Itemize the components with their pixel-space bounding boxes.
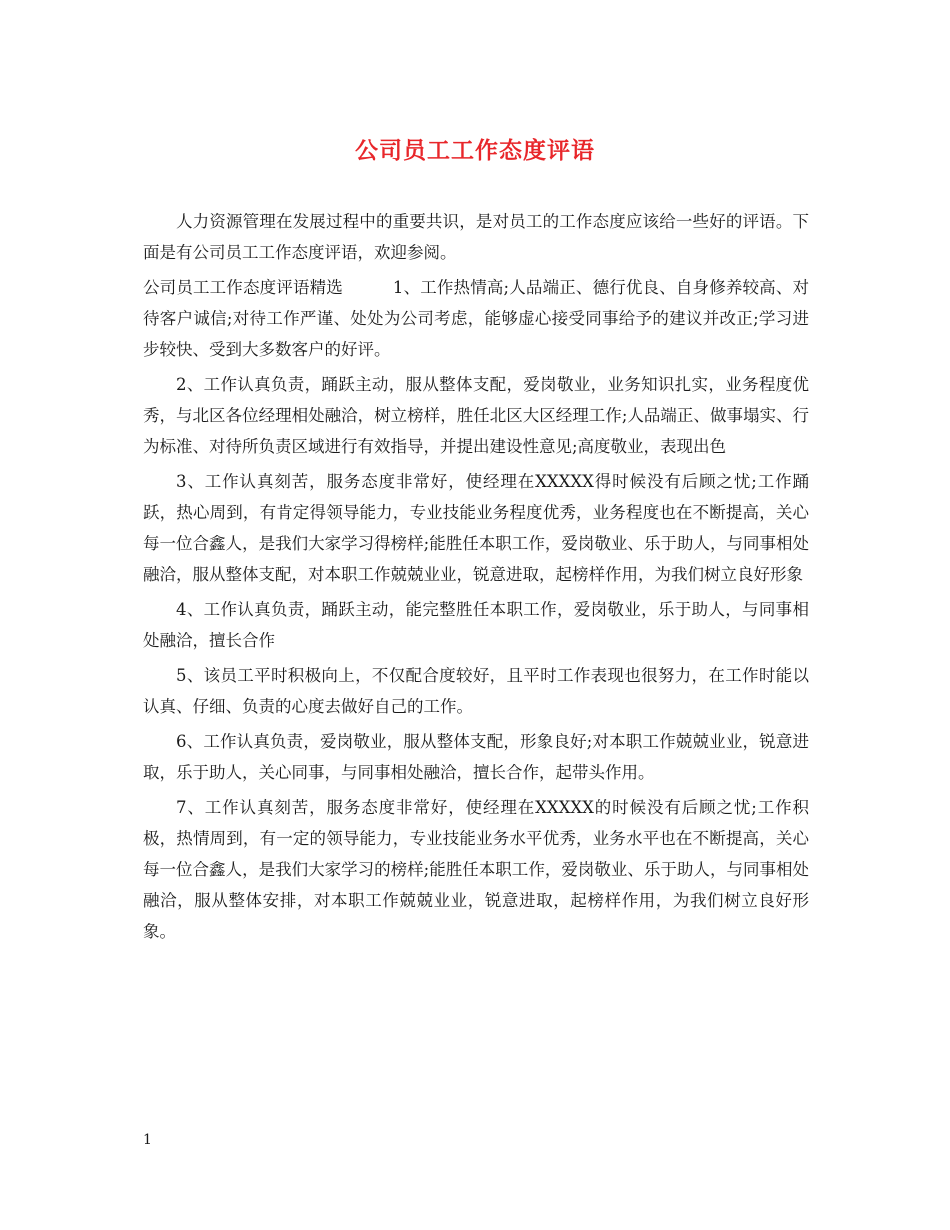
paragraph-item-3: 3、工作认真刻苦，服务态度非常好，使经理在XXXXX得时候没有后顾之忧;工作踊跃，热心周到，有肯定得领导能力，专业技能业务程度优秀，业务程度也在不断提高，关心每一位合鑫人，是我们大家学习得榜样;能胜任本职工作，爱岗敬业、乐于助人，与同事相处融洽，服从整体支配，对本职工作兢兢业业，锐意进取，起榜样作用，为我们树立良好形象 (143, 472, 809, 584)
paragraph-intro: 人力资源管理在发展过程中的重要共识，是对员工的工作态度应该给一些好的评语。下面是有公司员工工作态度评语，欢迎参阅。 (143, 212, 809, 262)
document-body (143, 206, 809, 951)
page-number: 1 (143, 1132, 152, 1148)
paragraph-item-7: 7、工作认真刻苦，服务态度非常好，使经理在XXXXX的时候没有后顾之忧;工作积极，热情周到，有一定的领导能力，专业技能业务水平优秀，业务水平也在不断提高，关心每一位合鑫人，是我们大家学习的榜样;能胜任本职工作，爱岗敬业、乐于助人，与同事相处融洽，服从整体安排，对本职工作兢兢业业，锐意进取，起榜样作用，为我们树立良好形象。 (143, 798, 809, 941)
document-title: 公司员工工作态度评语 (355, 137, 595, 164)
paragraph-item-5: 5、该员工平时积极向上，不仅配合度较好，且平时工作表现也很努力，在工作时能以认真、仔细、负责的心度去做好自己的工作。 (143, 666, 809, 716)
paragraph-item-6: 6、工作认真负责，爱岗敬业，服从整体支配，形象良好;对本职工作兢兢业业，锐意进取，乐于助人，关心同事，与同事相处融洽，擅长合作，起带头作用。 (143, 732, 809, 782)
paragraph-item-1: 公司员工工作态度评语精选 1、工作热情高;人品端正、德行优良、自身修养较高、对待客户诚信;对待工作严谨、处处为公司考虑，能够虚心接受同事给予的建议并改正;学习进步较快、受到大多数客户的好评。 (143, 278, 809, 359)
paragraph-item-2: 2、工作认真负责，踊跃主动，服从整体支配，爱岗敬业，业务知识扎实，业务程度优秀，与北区各位经理相处融洽，树立榜样，胜任北区大区经理工作;人品端正、做事塌实、行为标准、对待所负责区域进行有效指导，并提出建设性意见;高度敬业，表现出色 (143, 375, 809, 456)
paragraph-item-4: 4、工作认真负责，踊跃主动，能完整胜任本职工作，爱岗敬业，乐于助人，与同事相处融洽，擅长合作 (143, 600, 809, 650)
